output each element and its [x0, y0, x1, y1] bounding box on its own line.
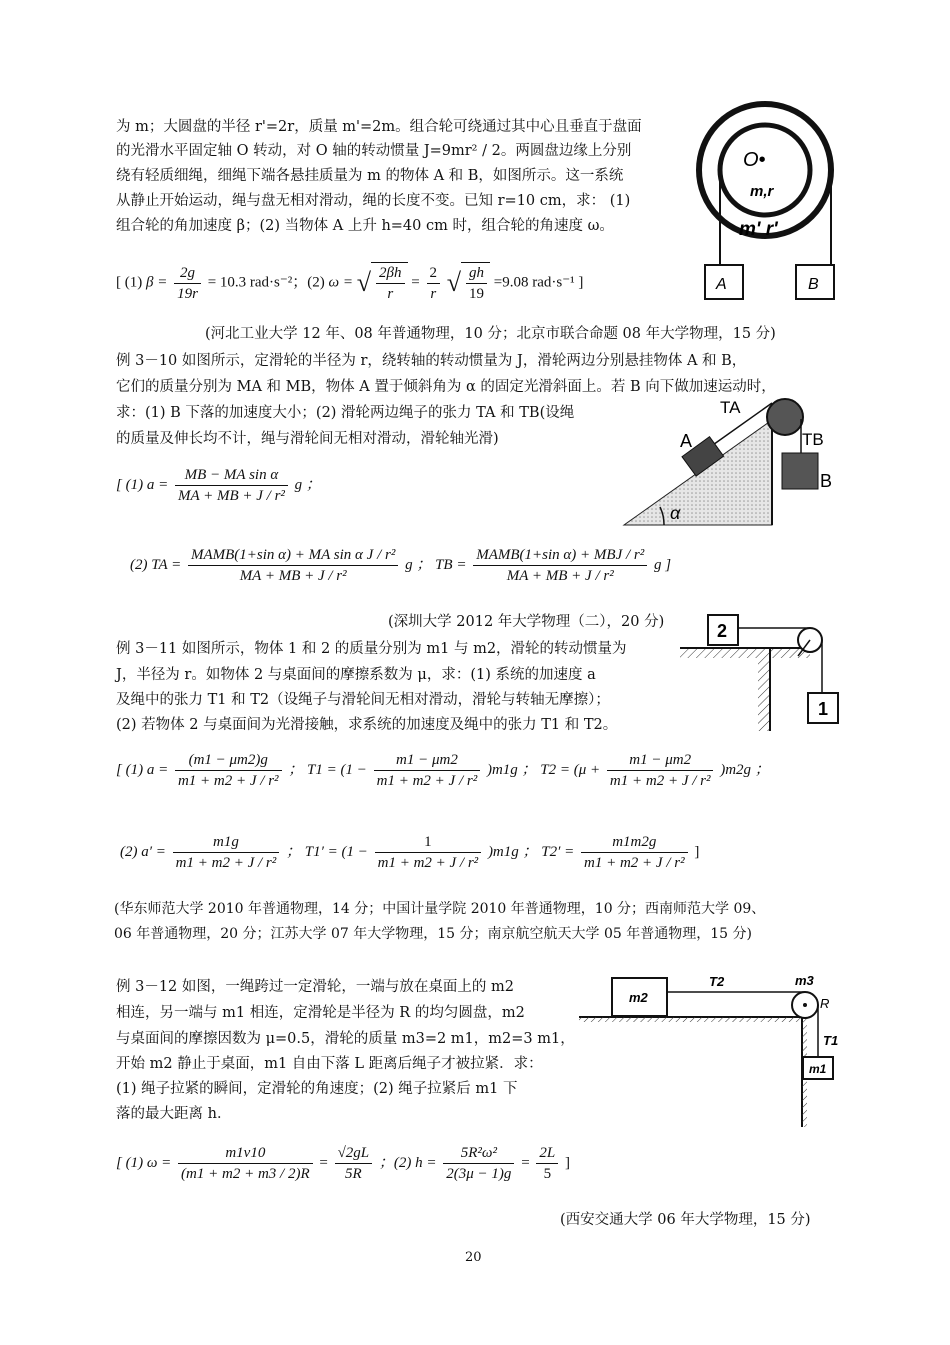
fraction-denominator: 2(3μ − 1)g: [446, 1166, 512, 1182]
ex10-line-2: 它们的质量分别为 MA 和 MB，物体 A 置于倾斜角为 α 的固定光滑斜面上。若 B 向下做加速运动时，: [116, 379, 776, 395]
fraction-sqrt: [335, 1143, 373, 1184]
fraction-denominator: m1 + m2 + J / r²: [609, 773, 711, 789]
figure-table-pulley: [678, 608, 843, 733]
answer-tail: ]: [565, 1154, 570, 1171]
answer-prev: [116, 262, 583, 304]
radical-sign: √: [356, 268, 372, 297]
figure-incline-pulley: [622, 395, 837, 530]
tension-t1-label: T1: [823, 1033, 839, 1048]
fraction-2-r: [427, 263, 441, 304]
mass-b-label: B: [808, 276, 819, 293]
answer-label: [ (1) a =: [116, 761, 169, 778]
omega-value: =9.08 rad·s⁻¹ ]: [493, 274, 584, 291]
answer-label: (2) a′ =: [120, 843, 166, 860]
answer-label: [ (1) ω =: [116, 1154, 172, 1171]
fraction-omega: [178, 1143, 313, 1184]
ex12-line-2: 相连，另一端与 m1 相连，定滑轮是半径为 R 的均匀圆盘，m2: [116, 1005, 525, 1021]
ex10-answer-2: [130, 545, 671, 586]
ex11-line-4: (2) 若物体 2 与桌面间为光滑接触，求系统的加速度及绳中的张力 T1 和 T2。: [116, 717, 618, 733]
fraction-numerator: (m1 − μm2)g: [175, 750, 282, 771]
outer-disc-label: m' r': [739, 219, 778, 240]
fraction-denominator: 19: [469, 286, 485, 302]
source-3-line-2: 06 年普通物理，20 分；江苏大学 07 年大学物理，15 分；南京航空航天大学 05 年普通物理，15 分): [114, 926, 752, 942]
mass-m1-label: m1: [809, 1062, 827, 1076]
fraction-t1: [374, 750, 481, 791]
answer-label: [ (1): [116, 274, 143, 291]
table-hatch: [579, 1017, 802, 1022]
fraction-numerator: 5R²ω²: [443, 1143, 514, 1164]
fraction-numerator: 2: [427, 263, 441, 284]
sqrt-block: [371, 262, 407, 304]
equals-sign: =: [319, 1154, 328, 1171]
fraction-t2: [607, 750, 714, 791]
tension-t2-label: T2: [709, 974, 725, 989]
page-number: 20: [465, 1250, 482, 1265]
fraction-t2-prime: [581, 832, 688, 873]
intro-line-4: 从静止开始运动，绳与盘无相对滑动，绳的长度不变。已知 r=10 cm，求： (1): [116, 193, 631, 209]
ex10-line-4: 的质量及伸长均不计，绳与滑轮间无相对滑动，滑轮轴光滑): [116, 431, 499, 447]
source-1: (河北工业大学 12 年、08 年普通物理，10 分；北京市联合命题 08 年大学物理，15 分): [205, 326, 776, 342]
fraction-a-prime: [173, 832, 280, 873]
equals-sign: =: [411, 274, 420, 291]
ex12-line-5: (1) 绳子拉紧的瞬间，定滑轮的角速度；(2) 绳子拉紧后 m1 下: [116, 1081, 518, 1097]
omega-symbol: ω =: [328, 274, 354, 291]
fraction-numerator: MAMB(1+sin α) + MBJ / r²: [473, 545, 647, 566]
fraction-denominator: 5R: [345, 1166, 362, 1182]
fraction-h: [443, 1143, 514, 1184]
ex10-line-1: 例 3－10 如图所示，定滑轮的半径为 r，绕转轴的转动惯量为 J，滑轮两边分别悬挂物体 A 和 B，: [116, 353, 747, 369]
table-hatch-side: [758, 658, 770, 731]
fraction-numerator: m1 − μm2: [607, 750, 714, 771]
mass-a-label: A: [716, 276, 727, 293]
ex10-answer-1: [116, 465, 321, 506]
fraction-denominator: m1 + m2 + J / r²: [376, 773, 478, 789]
table-hatch-top: [680, 648, 810, 658]
fraction-denominator: r: [387, 286, 394, 302]
ex12-line-3: 与桌面间的摩擦因数为 μ=0.5，滑轮的质量 m3=2 m1，m2=3 m1，: [116, 1031, 575, 1047]
ta-label: TA: [720, 398, 741, 417]
fraction-denominator: (m1 + m2 + m3 / 2)R: [181, 1166, 310, 1182]
pulley-mass-label: m3: [795, 973, 814, 988]
answer-tail: )m2g ；: [720, 761, 770, 778]
inner-disc-label: m,r: [750, 183, 774, 200]
intro-line-3: 绕有轻质细绳，细绳下端各悬挂质量为 m 的物体 A 和 B，如图所示。这一系统: [116, 168, 624, 184]
fraction-numerator: 2L: [536, 1143, 558, 1164]
intro-line-2: 的光滑水平固定轴 O 转动，对 O 轴的转动惯量 J=9mr² / 2。两圆盘边缘上分别: [116, 143, 632, 159]
answer-mid: ； T1 = (1 −: [288, 761, 367, 778]
ex12-line-4: 开始 m2 静止于桌面，m1 自由下落 L 距离后绳子才被拉紧．求：: [116, 1056, 543, 1072]
answer-tail: g ]: [653, 556, 672, 573]
radical-sign: √: [446, 268, 462, 297]
block-2-label: 2: [717, 621, 728, 641]
tb-label: TB: [802, 430, 824, 449]
pulley-axis: [803, 1003, 807, 1007]
intro-line-5: 组合轮的角加速度 β；(2) 当物体 A 上升 h=40 cm 时，组合轮的角速度 ω。: [116, 218, 614, 234]
fraction-denominator: m1 + m2 + J / r²: [177, 773, 279, 789]
fraction-denominator: MA + MB + J / r²: [239, 568, 347, 584]
fraction-a: [175, 750, 282, 791]
source-4: (西安交通大学 06 年大学物理，15 分): [560, 1212, 811, 1228]
fraction-numerator: m1m2g: [581, 832, 688, 853]
block-b: [782, 453, 818, 489]
answer-mid: )m1g ； T2′ =: [487, 843, 575, 860]
answer-label: (2) TA =: [130, 556, 182, 573]
fraction-denominator: m1 + m2 + J / r²: [175, 855, 277, 871]
fraction-denominator: m1 + m2 + J / r²: [584, 855, 685, 871]
fraction-denominator: 19r: [177, 285, 198, 302]
ex11-line-2: J，半径为 r。如物体 2 与桌面间的摩擦系数为 μ，求：(1) 系统的加速度 a: [116, 667, 596, 683]
ex12-line-6: 落的最大距离 h．: [116, 1106, 232, 1122]
mass-m2-label: m2: [629, 990, 648, 1005]
figure-table-disc-pulley: [577, 965, 847, 1130]
ex12-answer: [116, 1143, 570, 1184]
fraction-denominator: 5: [543, 1166, 552, 1182]
fraction-numerator: √2gL: [335, 1143, 373, 1164]
fraction-numerator: 1: [375, 832, 482, 853]
fraction-a: [175, 465, 288, 506]
fraction-numerator: m1g: [173, 832, 280, 853]
fraction-numerator: 2βh: [376, 263, 404, 284]
fraction-numerator: 2g: [174, 263, 201, 284]
fraction-numerator: m1v10: [178, 1143, 313, 1164]
figure-compound-pulley: [685, 100, 845, 305]
source-2: (深圳大学 2012 年大学物理（二），20 分): [388, 614, 665, 630]
ex12-line-1: 例 3－12 如图，一绳跨过一定滑轮，一端与放在桌面上的 m2: [116, 979, 514, 995]
intro-line-1: 为 m；大圆盘的半径 r'=2r，质量 m'=2m。组合轮可绕通过其中心且垂直于盘面: [116, 119, 642, 135]
ex11-line-1: 例 3－11 如图所示，物体 1 和 2 的质量分别为 m1 与 m2，滑轮的转动惯量为: [116, 641, 627, 657]
fraction-numerator: m1 − μm2: [374, 750, 481, 771]
ex11-answer-1: [116, 750, 770, 791]
radius-label: R: [820, 996, 830, 1011]
pulley-wheel: [767, 399, 803, 435]
a-label: A: [680, 431, 693, 451]
answer-label: [ (1) a =: [116, 476, 169, 493]
fraction-t1-prime: [375, 832, 482, 873]
source-3-line-1: (华东师范大学 2010 年普通物理，14 分；中国计量学院 2010 年普通物理，10 分；西南师范大学 09、: [114, 901, 766, 917]
ex11-line-3: 及绳中的张力 T1 和 T2（设绳子与滑轮间无相对滑动，滑轮与转轴无摩擦）；: [116, 692, 610, 708]
answer-mid: )m1g ； T2 = (μ +: [486, 761, 601, 778]
beta-value: = 10.3 rad·s⁻²；(2): [207, 274, 325, 291]
fraction-denominator: MA + MB + J / r²: [177, 488, 285, 504]
sqrt-block: [461, 262, 490, 304]
b-label: B: [820, 471, 833, 491]
fraction-denominator: MA + MB + J / r²: [506, 568, 614, 584]
fraction-beta: [174, 263, 201, 304]
fraction-tb: [473, 545, 647, 586]
alpha-label: α: [670, 503, 681, 523]
fraction-ta: [188, 545, 398, 586]
answer-tail: ]: [694, 843, 700, 860]
ex11-answer-2: [120, 832, 699, 873]
fraction-denominator: r: [430, 285, 437, 302]
answer-mid: ； T1′ = (1 −: [285, 843, 368, 860]
fraction-denominator: m1 + m2 + J / r²: [377, 855, 479, 871]
equals-sign: =: [521, 1154, 530, 1171]
block-1-label: 1: [818, 699, 829, 719]
fraction-2l-5: [536, 1143, 558, 1184]
fraction-numerator: MB − MA sin α: [175, 465, 288, 486]
fraction-numerator: gh: [466, 263, 487, 284]
answer-tail: g ；: [294, 476, 321, 493]
answer-mid: ；(2) h =: [378, 1154, 437, 1171]
fraction-numerator: MAMB(1+sin α) + MA sin α J / r²: [188, 545, 398, 566]
beta-symbol: β =: [146, 274, 168, 291]
answer-mid: g ； TB =: [405, 556, 467, 573]
ex10-line-3: 求：(1) B 下落的加速度大小；(2) 滑轮两边绳子的张力 TA 和 TB(设绳: [116, 405, 575, 421]
axis-o-label: O•: [743, 149, 766, 171]
